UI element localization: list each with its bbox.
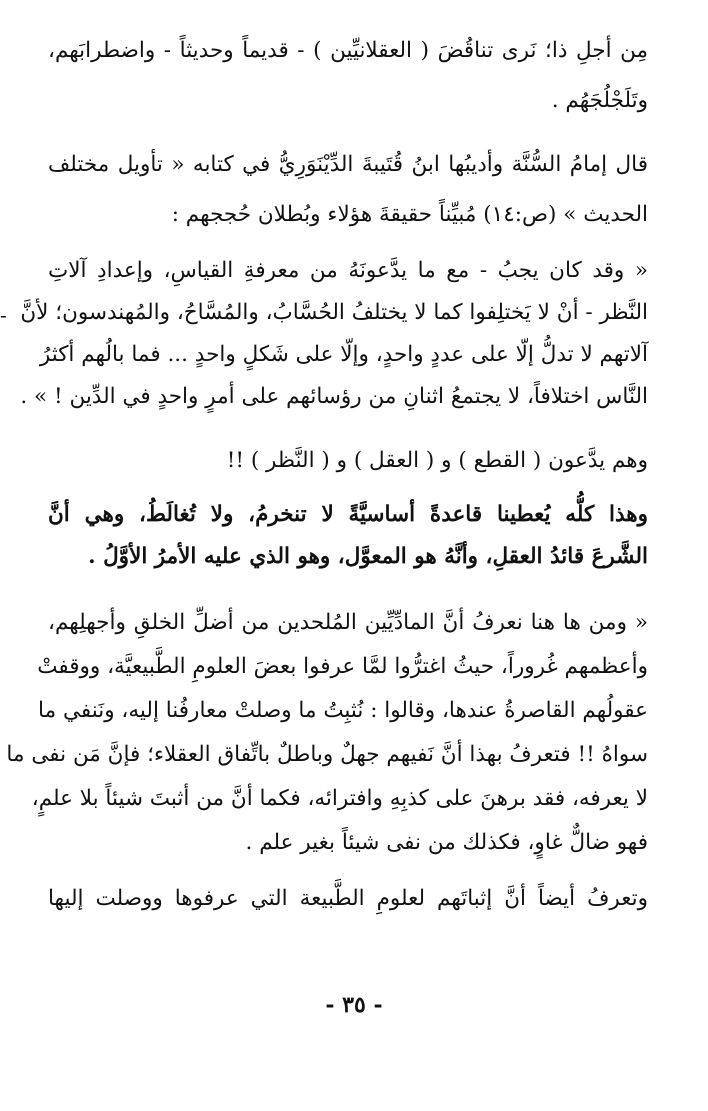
- text-line: النَّاس اختلافاً، لا يجتمعُ اثنانِ من رؤسائهم على أمرٍ واحدٍ في الدِّين ! » .: [20, 384, 648, 409]
- text-line: الحديث » (ص:١٤) مُبيِّناً حقيقةَ هؤلاء وبُطلان حُججهم :: [171, 202, 648, 227]
- text-line: لا يعرفه، فقد برهنَ على كذبِهِ وافترائه، فكما أنَّ من أثبتَ شيئاً بلا علمٍ،: [31, 786, 648, 811]
- text-line: قال إمامُ السُّنَّة وأديبُها ابنُ قُتَيبةَ الدِّيْنَوَرِيُّ في كتابه « تأويل مختلف: [48, 152, 648, 177]
- text-line: « وقد كان يجبُ - مع ما يدَّعونَهُ من معرفةِ القياسِ، وإعدادِ آلاتِ: [48, 258, 648, 283]
- text-line: مِن أجلِ ذا؛ نَرى تناقُضَ ( العقلانيِّين ) - قديماً وحديثاً - واضطرابَهم،: [48, 38, 648, 63]
- page-number: - ٣٥ -: [325, 992, 383, 1018]
- text-line: وتعرفُ أيضاً أنَّ إثباتَهم لعلومِ الطَّبيعة التي عرفوها ووصلت إليها: [48, 886, 648, 911]
- text-line: عقولُهم القاصرةُ عندها، وقالوا : نُثبِتُ ما وصلتْ معارفُنا إليه، ونَنفي ما: [38, 698, 648, 723]
- text-line: آلاتهم لا تدلُّ إلّا على عددٍ واحدٍ، وإلّا على شَكلٍ واحدٍ ... فما بالُهم أكثرُ: [39, 342, 648, 367]
- text-line: سواهُ !! فتعرفُ بهذا أنَّ نَفيهم جهلٌ وباطلٌ باتِّفاق العقلاء؛ فإنَّ مَن نفى ما: [6, 742, 648, 767]
- text-line: وهم يدَّعون ( القطع ) و ( العقل ) و ( النَّظر ) !!: [226, 448, 648, 473]
- text-line: وأعظمهم غُروراً، حيثُ اغترُّوا لمَّا عرفوا بعضَ العلومِ الطَّبيعيَّة، ووقفتْ: [37, 654, 648, 679]
- text-line: الشَّرعَ قائدُ العقلِ، وأنَّهُ هو المعوَّل، وهو الذي عليه الأمرُ الأوَّلُ .: [88, 544, 648, 569]
- text-line: « ومن ها هنا نعرفُ أنَّ المادِّيِّين المُلحدين من أضلِّ الخلقِ وأجهلِهم،: [48, 610, 648, 635]
- text-line: النَّظر - أنْ لا يَختلِفوا كما لا يختلفُ الحُسَّابُ، والمُسَّاحُ، والمُهندسون؛ لأنَّ: [20, 300, 648, 325]
- text-line: وتَلَجْلُجَهُم .: [551, 88, 648, 113]
- margin-mark: -: [0, 303, 7, 327]
- text-line: وهذا كلُّه يُعطينا قاعدةً أساسيَّةً لا تنخرمُ، ولا تُغالَطُ، وهي أنَّ: [48, 502, 648, 527]
- text-line: فهو ضالٌّ غاوٍ، فكذلك من نفى شيئاً بغير علم .: [245, 830, 648, 855]
